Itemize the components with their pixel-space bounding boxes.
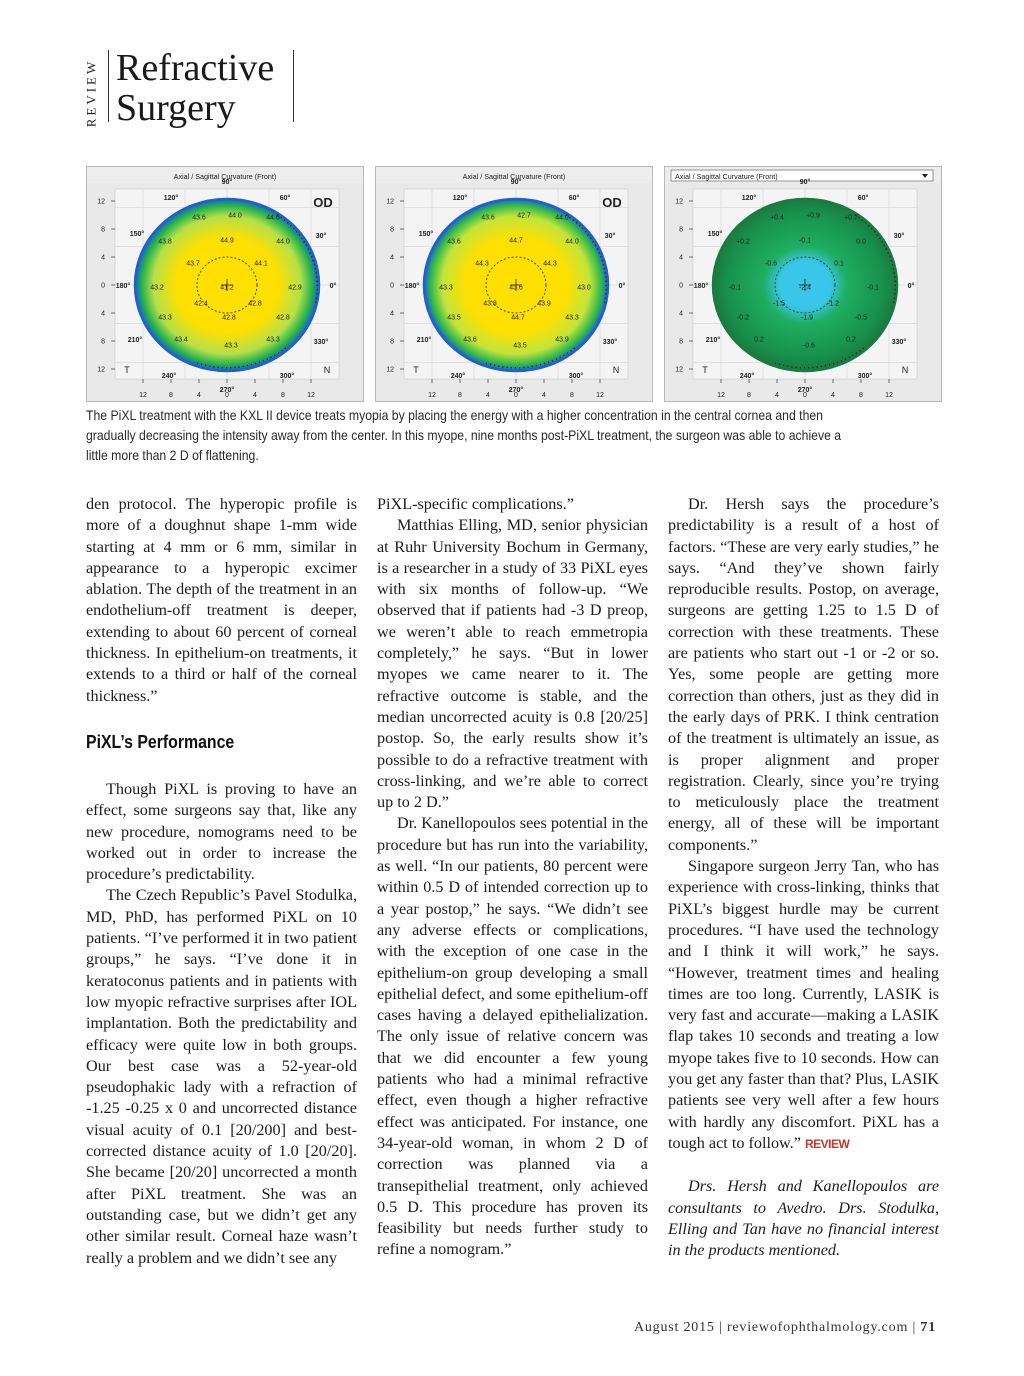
- map-reading: 43.5: [513, 342, 527, 350]
- degree-label: 210°: [705, 337, 721, 344]
- degree-label: 300°: [279, 373, 295, 380]
- degree-label: 300°: [857, 373, 873, 380]
- axis-tick-label: 0: [390, 282, 394, 290]
- map-reading: 43.0: [577, 284, 591, 292]
- map-reading: 42.9: [288, 284, 302, 292]
- axis-tick-label: 4: [197, 392, 201, 399]
- axis-tick-label: 12: [717, 392, 725, 399]
- map-reading: 44.0: [276, 238, 290, 246]
- temporal-label: T: [124, 365, 130, 375]
- issue-date: August 2015: [633, 1320, 715, 1335]
- degree-label: 60°: [857, 195, 869, 202]
- paragraph: Dr. Hersh says the procedure’s predictability is a result of a host of factors. “These are very early studies,” he says. “And they’ve shown fairly reproducible results. Postop, on average, surgeons are getting 1.25 to 1.5 D of correction with these treatments. These are patients who start out -1 or -2 or so. Yes, some people are getting more correction than others, just as they did in the early days of PRK. I think centration of the treatment is ultimately an issue, as is proper alignment and proper registration. Clearly, since you’re trying to meticulously place the treatment energy, all of these will be important components.”: [668, 495, 939, 854]
- degree-label: 180°: [693, 283, 709, 290]
- axis-tick-label: 12: [885, 392, 893, 399]
- topography-map-postop: [375, 166, 653, 402]
- map-title: Axial / Sagittal Curvature (Front): [173, 172, 277, 181]
- degree-label: 330°: [313, 339, 329, 346]
- degree-label: 330°: [891, 339, 907, 346]
- axis-tick-label: 8: [679, 226, 683, 234]
- map-reading: 41.2: [220, 284, 234, 292]
- section-tag-text: REVIEW: [83, 58, 99, 128]
- map-reading: 43.2: [150, 284, 164, 292]
- map-reading: 0.2: [754, 336, 764, 344]
- axis-tick-label: 0: [514, 392, 518, 399]
- eye-label: OD: [313, 195, 333, 210]
- axis-tick-label: 4: [390, 310, 394, 318]
- axis-tick-label: 4: [253, 392, 257, 399]
- article-column-3: [668, 494, 939, 1261]
- map-reading: 44.7: [509, 237, 523, 245]
- nasal-label: N: [612, 365, 620, 375]
- map-reading: 0.2: [846, 336, 856, 344]
- degree-label: 0°: [907, 283, 915, 290]
- map-reading: -0.2: [736, 314, 750, 322]
- paragraph: Though PiXL is proving to have an effect, some surgeons say that, like any new procedure, nomograms need to be worked out in order to increase the procedure’s predictability.: [86, 779, 357, 884]
- map-reading: 43.6: [481, 214, 495, 222]
- topography-map-preop: [86, 166, 364, 402]
- axis-tick-label: 4: [679, 254, 683, 262]
- map-reading: 43.4: [174, 336, 188, 344]
- topography-svg: [665, 167, 941, 401]
- degree-label: 0°: [618, 283, 626, 290]
- website: reviewofophthalmology.com: [726, 1320, 909, 1335]
- topography-figure: [86, 166, 942, 402]
- degree-label: 120°: [163, 195, 179, 202]
- axis-tick-label: 12: [139, 392, 147, 399]
- degree-label: 0°: [329, 283, 337, 290]
- paragraph: Matthias Elling, MD, senior physician at Ruhr University Bochum in Germany, is a researcher in a study of 33 PiXL eyes with six months of follow-up. “We observed that if patients had -3 D preop, we weren’t able to reach emmetropia completely,” he says. “But in lower myopes we came nearer to it. The refractive outcome is stable, and the median uncorrected acuity is 0.8 [20/25] postop. So, the early results show it’s possible to do a refractive treatment with cross-linking, and we’re able to correct up to 2 D.”: [377, 516, 648, 812]
- figure-caption: The PiXL treatment with the KXL II device treats myopia by placing the energy with a higher concentration in the central cornea and then gradually decreasing the intensity away from the center. In this myope, nine months post-PiXL treatment, the surgeon was able to achieve a little more than 2 D of flattening.: [86, 408, 842, 463]
- disclosure: Drs. Hersh and Kanellopoulos are consultants to Avedro. Drs. Stodulka, Elling and Tan have no financial interest in the products mentioned.: [668, 1177, 939, 1260]
- axis-tick-label: 12: [428, 392, 436, 399]
- axis-tick-label: 4: [486, 392, 490, 399]
- axis-tick-label: 4: [831, 392, 835, 399]
- axis-tick-label: 8: [747, 392, 751, 399]
- axis-tick-label: 4: [101, 254, 105, 262]
- nasal-label: N: [323, 365, 331, 375]
- section-title-line1: Refractive: [116, 47, 275, 89]
- degree-label: 150°: [707, 231, 723, 238]
- footer-separator: |: [912, 1320, 917, 1335]
- map-reading: 42.8: [248, 300, 262, 308]
- degree-label: 90°: [510, 179, 522, 186]
- axis-tick-label: 12: [596, 392, 604, 399]
- degree-label: 210°: [416, 337, 432, 344]
- page-number: 71: [920, 1320, 936, 1335]
- degree-label: 330°: [602, 339, 618, 346]
- axis-tick-label: 8: [679, 338, 683, 346]
- article-column-1: [86, 494, 357, 1269]
- section-title: [116, 48, 296, 128]
- map-reading: 43.3: [224, 342, 238, 350]
- axis-tick-label: 12: [675, 366, 683, 374]
- degree-label: 210°: [127, 337, 143, 344]
- section-title-line2: Surgery: [116, 87, 236, 129]
- map-reading: -1.9: [800, 314, 814, 322]
- axis-tick-label: 12: [386, 198, 394, 206]
- degree-label: 240°: [739, 373, 755, 380]
- degree-label: 270°: [219, 387, 235, 394]
- map-reading: 43.5: [447, 314, 461, 322]
- map-reading: -0.6: [802, 342, 816, 350]
- map-reading: -1.2: [826, 300, 840, 308]
- degree-label: 270°: [508, 387, 524, 394]
- paragraph: den protocol. The hyperopic profile is more of a doughnut shape 1-mm wide starting at 4 mm or 6 mm, similar in appearance to a hyperopic excimer ablation. The depth of the treatment in an endothelium-off treatment is deeper, extending to about 60 percent of corneal thickness. In epithelium-on treatments, it extends to a third or half of the corneal thickness.”: [86, 495, 357, 705]
- map-reading: 44.3: [475, 260, 489, 268]
- map-reading: 43.6: [447, 238, 461, 246]
- temporal-label: T: [702, 365, 708, 375]
- axis-tick-label: 8: [390, 226, 394, 234]
- axis-tick-label: 0: [101, 282, 105, 290]
- map-reading: +0.4: [770, 214, 784, 222]
- map-reading: 0.1: [834, 260, 844, 268]
- axis-tick-label: 0: [679, 282, 683, 290]
- axis-tick-label: 4: [542, 392, 546, 399]
- degree-label: 30°: [315, 233, 327, 240]
- degree-label: 120°: [741, 195, 757, 202]
- map-title: Axial / Sagittal Curvature (Front): [462, 172, 566, 181]
- map-reading: -2.4: [798, 284, 812, 292]
- map-reading: -0.1: [728, 284, 742, 292]
- nasal-label: N: [901, 365, 909, 375]
- paragraph: [668, 856, 939, 1155]
- map-reading: -0.1: [866, 284, 880, 292]
- degree-label: 90°: [799, 179, 811, 186]
- map-title: Axial / Sagittal Curvature (Front): [675, 172, 778, 181]
- map-reading: -0.1: [798, 237, 812, 245]
- page-footer: [634, 1320, 936, 1336]
- map-reading: 44.3: [543, 260, 557, 268]
- axis-tick-label: 8: [570, 392, 574, 399]
- map-reading: -0.5: [854, 314, 868, 322]
- axis-tick-label: 8: [101, 226, 105, 234]
- degree-label: 240°: [161, 373, 177, 380]
- axis-tick-label: 12: [307, 392, 315, 399]
- map-reading: -0.6: [764, 260, 778, 268]
- map-reading: 43.3: [565, 314, 579, 322]
- map-reading: 42.4: [194, 300, 208, 308]
- degree-label: 240°: [450, 373, 466, 380]
- degree-label: 60°: [279, 195, 291, 202]
- paragraph: PiXL-specific complications.”: [377, 495, 574, 513]
- map-reading: 43.6: [192, 214, 206, 222]
- axis-tick-label: 4: [390, 254, 394, 262]
- axis-tick-label: 4: [101, 310, 105, 318]
- header-rule-left: [108, 50, 109, 122]
- degree-label: 300°: [568, 373, 584, 380]
- topography-svg: [376, 167, 652, 401]
- degree-label: 180°: [115, 283, 131, 290]
- degree-label: 60°: [568, 195, 580, 202]
- paragraph: The Czech Republic’s Pavel Stodulka, MD, PhD, has performed PiXL on 10 patients. “I’ve performed it in two patient groups,” he says. “I’ve done it in keratoconus patients and in patients with low myopic refractive surprises after IOL implantation. Both the predictability and efficacy were quite low in both groups. Our best case was a 52-year-old pseudophakic lady with a refraction of -1.25 -0.25 x 0 and uncorrected distance visual acuity of 0.1 [20/200] and best-corrected distance acuity of 1.0 [20/20]. She became [20/20] uncorrected a month after PiXL treatment. She was an outstanding case, but we didn’t get any other similar result. Corneal haze wasn’t really a problem and we didn’t see any: [86, 886, 357, 1267]
- degree-label: 270°: [797, 387, 813, 394]
- map-reading: 43.9: [555, 336, 569, 344]
- map-reading: +0.9: [806, 212, 820, 220]
- axis-tick-label: 0: [803, 392, 807, 399]
- axis-tick-label: 12: [675, 198, 683, 206]
- map-reading: 43.8: [483, 300, 497, 308]
- map-reading: 0.0: [856, 238, 866, 246]
- map-reading: +0.7: [844, 214, 858, 222]
- eye-label: OD: [602, 195, 622, 210]
- article-column-2: [377, 494, 648, 1261]
- map-reading: -1.5: [772, 300, 786, 308]
- axis-tick-label: 8: [101, 338, 105, 346]
- map-reading: 43.3: [158, 314, 172, 322]
- map-reading: 44.0: [228, 212, 242, 220]
- section-tag: [79, 52, 103, 134]
- degree-label: 90°: [221, 179, 233, 186]
- map-reading: 44.0: [565, 238, 579, 246]
- footer-separator: |: [719, 1320, 723, 1335]
- topography-svg: [87, 167, 363, 401]
- axis-tick-label: 4: [775, 392, 779, 399]
- temporal-label: T: [413, 365, 419, 375]
- map-reading: +0.2: [736, 238, 750, 246]
- map-reading: 43.3: [439, 284, 453, 292]
- map-reading: 44.0: [555, 214, 569, 222]
- degree-label: 120°: [452, 195, 468, 202]
- degree-label: 30°: [893, 233, 905, 240]
- paragraph-text: Singapore surgeon Jerry Tan, who has experience with cross-linking, thinks that PiXL’s biggest hurdle may be current procedures. “I have used the technology and I think it will work,” he says. “However, treatment times and healing times are too long. Currently, LASIK is very fast and accurate—making a LASIK flap takes 10 seconds and treating a low myope takes five to 10 seconds. How can you get any faster than that? Plus, LASIK patients see very well after a few hours with hardly any discomfort. PiXL has a tough act to follow.”: [668, 857, 939, 1152]
- degree-label: 180°: [404, 283, 420, 290]
- end-mark: REVIEW: [804, 1136, 850, 1151]
- paragraph: Dr. Kanellopoulos sees potential in the procedure but has run into the variability, as well. “In our patients, 80 percent were within 0.5 D of intended correction up to a year postop,” he says. “We didn’t see any adverse effects or complications, with the exception of one case in the epithelium-on group developing a small epithelial defect, and some epithelium-off cases having a delayed epithelialization. The only issue of relative concern was that we did encounter a few young patients who had a minimal refractive effect, even though a higher refractive effect was anticipated. For instance, one 34-year-old woman, in whom 2 D of correction was planned via a transepithelial treatment, only achieved 0.5 D. This procedure has proven its feasibility but needs further study to refine a nomogram.”: [377, 814, 648, 1259]
- axis-tick-label: 8: [390, 338, 394, 346]
- axis-tick-label: 8: [859, 392, 863, 399]
- axis-tick-label: 8: [281, 392, 285, 399]
- map-reading: 43.6: [509, 284, 523, 292]
- map-reading: 43.9: [537, 300, 551, 308]
- axis-tick-label: 8: [458, 392, 462, 399]
- map-reading: 43.6: [463, 336, 477, 344]
- map-reading: 42.8: [276, 314, 290, 322]
- map-reading: 43.8: [158, 238, 172, 246]
- topography-map-difference: [664, 166, 942, 402]
- map-reading: 43.7: [186, 260, 200, 268]
- axis-tick-label: 12: [97, 198, 105, 206]
- degree-label: 30°: [604, 233, 616, 240]
- map-reading: 44.1: [254, 260, 268, 268]
- map-reading: 44.9: [220, 237, 234, 245]
- header-rule-right: [293, 50, 294, 122]
- subheading: PiXL’s Performance: [86, 731, 235, 752]
- axis-tick-label: 0: [225, 392, 229, 399]
- map-reading: 44.7: [511, 314, 525, 322]
- axis-tick-label: 8: [169, 392, 173, 399]
- degree-label: 150°: [129, 231, 145, 238]
- axis-tick-label: 4: [679, 310, 683, 318]
- axis-tick-label: 12: [386, 366, 394, 374]
- map-reading: 44.6: [266, 214, 280, 222]
- map-reading: 43.3: [266, 336, 280, 344]
- degree-label: 150°: [418, 231, 434, 238]
- map-reading: 42.7: [517, 212, 531, 220]
- axis-tick-label: 12: [97, 366, 105, 374]
- map-reading: 42.8: [222, 314, 236, 322]
